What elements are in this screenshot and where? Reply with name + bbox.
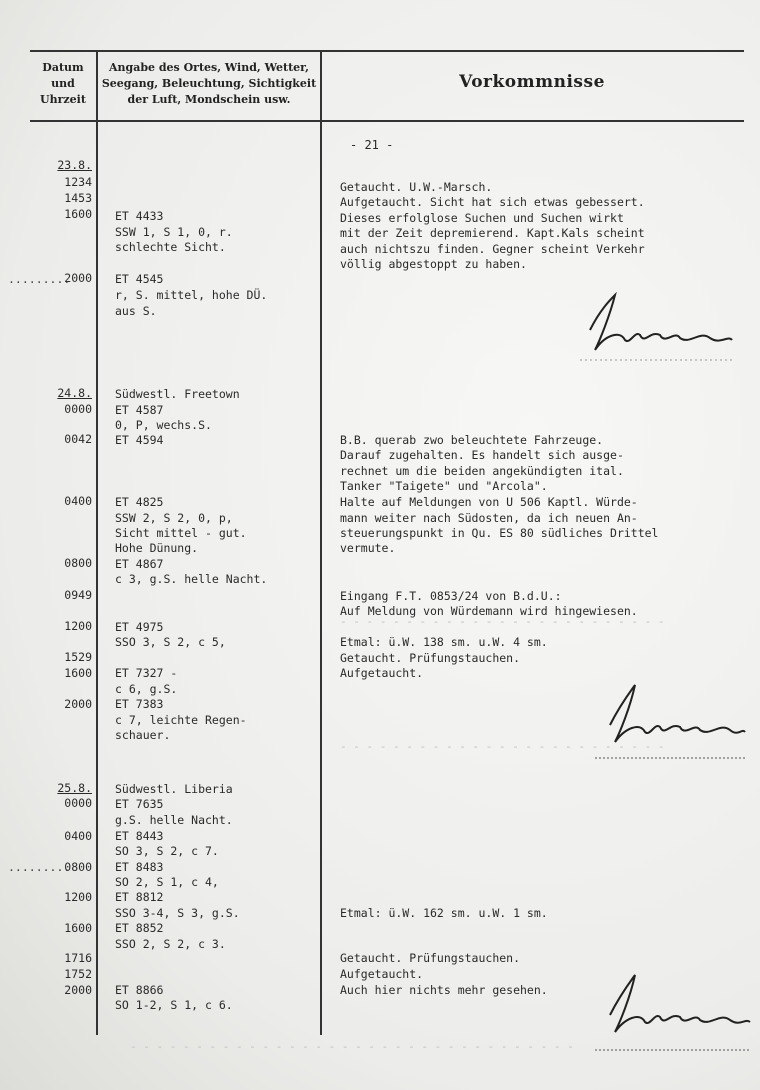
row-event: mann weiter nach Südosten, da ich neuen An-	[340, 511, 638, 525]
row-time: 1600	[64, 207, 92, 221]
row-location-weather: ET 8852	[115, 921, 164, 935]
row-location-weather: schlechte Sicht.	[115, 240, 226, 254]
column-divider-2	[320, 50, 322, 1035]
row-time: 25.8.	[57, 781, 92, 795]
row-event: vermute.	[340, 541, 396, 555]
row-time: 0800	[64, 556, 92, 570]
row-location-weather: Sicht mittel - gut.	[115, 526, 247, 540]
row-location-weather: Südwestl. Liberia	[115, 782, 233, 796]
dotted-leader: .........	[8, 860, 71, 874]
row-location-weather: ET 4433	[115, 209, 164, 223]
row-location-weather: schauer.	[115, 728, 171, 742]
row-location-weather: ET 8866	[115, 983, 164, 997]
signature-1	[570, 290, 740, 370]
row-event: mit der Zeit depremierend. Kapt.Kals scheint	[340, 226, 645, 240]
row-location-weather: ET 4975	[115, 620, 164, 634]
row-event: völlig abgestoppt zu haben.	[340, 257, 527, 271]
row-event: Tanker "Taigete" und "Arcola".	[340, 479, 548, 493]
row-location-weather: SSW 2, S 2, 0, p,	[115, 511, 233, 525]
row-time: 1716	[64, 951, 92, 965]
row-time: 2000	[64, 983, 92, 997]
column-divider-1	[96, 50, 98, 1035]
row-time: 2000	[64, 697, 92, 711]
row-location-weather: SSO 3-4, S 3, g.S.	[115, 906, 240, 920]
row-event: Aufgetaucht. Sicht hat sich etwas gebessert.	[340, 195, 645, 209]
page-number: - 21 -	[350, 138, 394, 152]
row-location-weather: ET 8483	[115, 860, 164, 874]
header-ort-wetter: Angabe des Ortes, Wind, Wetter, Seegang, Beleuchtung, Sichtigkeit der Luft, Mondschein usw.	[101, 61, 317, 106]
row-time: 1752	[64, 967, 92, 981]
row-time: 1600	[64, 666, 92, 680]
row-event: Darauf zugehalten. Es handelt sich ausge-	[340, 448, 624, 462]
header-bottom-rule	[30, 120, 744, 122]
row-location-weather: ET 8812	[115, 890, 164, 904]
row-event: rechnet um die beiden angekündigten ital.	[340, 464, 624, 478]
row-location-weather: c 7, leichte Regen-	[115, 713, 247, 727]
row-time: 0400	[64, 494, 92, 508]
row-time: 0000	[64, 402, 92, 416]
row-time: 0000	[64, 796, 92, 810]
row-time: 23.8.	[57, 158, 92, 172]
row-location-weather: SSW 1, S 1, 0, r.	[115, 225, 233, 239]
row-location-weather: ET 4594	[115, 433, 164, 447]
row-time: 1529	[64, 650, 92, 664]
row-location-weather: Hohe Dünung.	[115, 541, 199, 555]
row-location-weather: SSO 3, S 2, c 5,	[115, 635, 226, 649]
row-event: Getaucht. U.W.-Marsch.	[340, 180, 493, 194]
row-event: Aufgetaucht.	[340, 967, 424, 981]
row-event: Etmal: ü.W. 138 sm. u.W. 4 sm.	[340, 635, 548, 649]
row-location-weather: ET 4545	[115, 272, 164, 286]
bleed-through-texture: - - - - - - - - - - - - - - - - - - - - - - - - - - - - - - - - - -	[130, 1040, 574, 1053]
row-location-weather: Südwestl. Freetown	[115, 387, 240, 401]
row-event: Halte auf Meldungen von U 506 Kaptl. Würde-	[340, 495, 638, 509]
row-location-weather: ET 4587	[115, 403, 164, 417]
row-location-weather: ET 4867	[115, 557, 164, 571]
row-time: 24.8.	[57, 386, 92, 400]
row-location-weather: r, S. mittel, hohe DÜ.	[115, 288, 268, 302]
row-location-weather: ET 7327 -	[115, 666, 178, 680]
row-time: 1234	[64, 175, 92, 189]
row-time: 1600	[64, 921, 92, 935]
bleed-through-texture: - - - - - - - - - - - - - - - - - - - - - - - - -	[340, 740, 665, 753]
row-location-weather: SO 2, S 1, c 4,	[115, 875, 219, 889]
row-event: Auf Meldung von Würdemann wird hingewiesen.	[340, 604, 638, 618]
row-location-weather: SSO 2, S 2, c 3.	[115, 937, 226, 951]
row-event: Aufgetaucht.	[340, 666, 424, 680]
row-event: Getaucht. Prüfungstauchen.	[340, 951, 521, 965]
row-event: auch nichtszu finden. Gegner scheint Verkehr	[340, 242, 645, 256]
row-time: 2000	[64, 271, 92, 285]
row-time: 0949	[64, 588, 92, 602]
row-event: Dieses erfolglose Suchen und Suchen wirkt	[340, 211, 624, 225]
row-location-weather: ET 4825	[115, 495, 164, 509]
row-time: 1200	[64, 619, 92, 633]
row-location-weather: SO 3, S 2, c 7.	[115, 844, 219, 858]
row-time: 1200	[64, 890, 92, 904]
header-datum: Datum und Uhrzeit	[40, 61, 86, 106]
row-time: 0800	[64, 860, 92, 874]
row-location-weather: SO 1-2, S 1, c 6.	[115, 998, 233, 1012]
row-time: 0042	[64, 432, 92, 446]
row-location-weather: 0, P, wechs.S.	[115, 418, 212, 432]
row-location-weather: ET 7383	[115, 697, 164, 711]
row-event: Eingang F.T. 0853/24 von B.d.U.:	[340, 589, 562, 603]
row-event: Getaucht. Prüfungstauchen.	[340, 651, 521, 665]
row-event: Etmal: ü.W. 162 sm. u.W. 1 sm.	[340, 906, 548, 920]
bleed-through-texture: - - - - - - - - - - - - - - - - - - - - - - - - -	[340, 615, 665, 628]
row-location-weather: c 3, g.S. helle Nacht.	[115, 572, 268, 586]
row-time: 1453	[64, 191, 92, 205]
row-location-weather: g.S. helle Nacht.	[115, 813, 233, 827]
row-event: B.B. querab zwo beleuchtete Fahrzeuge.	[340, 433, 604, 447]
dotted-leader: .........	[8, 272, 71, 286]
row-event: steuerungspunkt in Qu. ES 80 südliches Drittel	[340, 526, 659, 540]
row-time: 0400	[64, 829, 92, 843]
row-location-weather: ET 7635	[115, 797, 164, 811]
row-location-weather: ET 8443	[115, 829, 164, 843]
row-event: Auch hier nichts mehr gesehen.	[340, 983, 548, 997]
signature-3	[590, 970, 755, 1055]
header-vorkommnisse: Vorkommnisse	[459, 72, 605, 92]
row-location-weather: aus S.	[115, 304, 157, 318]
row-location-weather: c 6, g.S.	[115, 682, 178, 696]
table-top-rule	[30, 50, 744, 52]
